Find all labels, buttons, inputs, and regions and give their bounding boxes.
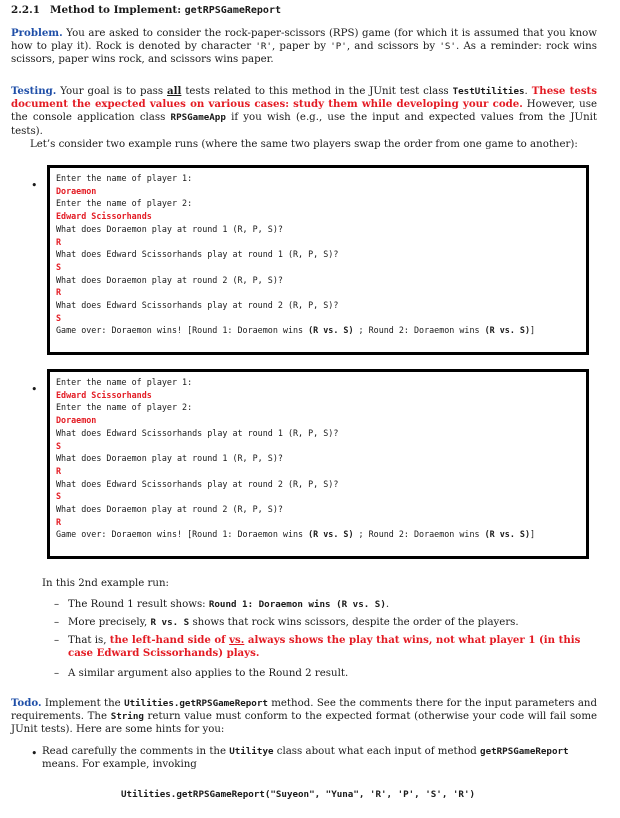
problem-paragraph: Problem. You are asked to consider the rock-paper-scissors (RPS) game (for which it is assumed that you know how to play it). Rock is denoted by character 'R', paper by 'P', and scissors by 'S'. As a reminder: rock wins scissors, paper wins rock, and scissors wins paper. [11, 27, 597, 66]
console-prompt-line: What does Doraemon play at round 2 (R, P, S)? [56, 274, 283, 285]
section-title-method: getRPSGameReport [184, 5, 281, 16]
console-input-line: R [56, 516, 62, 527]
section-title: Method to Implement: [49, 4, 185, 16]
console-prompt-line: What does Edward Scissorhands play at round 2 (R, P, S)? [56, 478, 339, 489]
console-run-2-result: Game over: Doraemon wins! [Round 1: Doraemon wins (R vs. S) ; Round 2: Doraemon wins (R vs. S)] [56, 529, 536, 540]
console-run-2 [47, 369, 589, 559]
section-number: 2.2.1 [11, 4, 40, 16]
second-run-item-2: – More precisely, R vs. S shows that rock wins scissors, despite the order of the players. [54, 617, 519, 628]
bullet-run-1: • [31, 179, 38, 192]
todo-bullet: • [31, 747, 38, 760]
todo-paragraph: Todo. Implement the Utilities.getRPSGameReport method. See the comments there for the input parameters and requirements. The String return value must conform to the expected format (otherwise your code will fail some JUnit tests). Here are some hints for you: [11, 697, 598, 736]
second-run-intro: In this 2nd example run: [42, 578, 169, 589]
console-run-1-lines [56, 172, 586, 324]
second-run-item-1: – The Round 1 result shows: Round 1: Doraemon wins (R vs. S). [54, 599, 390, 610]
console-input-line: Edward Scissorhands [56, 211, 152, 222]
console-input-line: Doraemon [56, 415, 97, 426]
example-invocation: Utilities.getRPSGameReport("Suyeon", "Yuna", 'R', 'P', 'S', 'R') [121, 789, 476, 800]
example-intro: Let’s consider two example runs (where the same two players swap the order from one game to another): [30, 138, 578, 150]
second-run-item-3: – That is, the left-hand side of vs. always shows the play that wins, not what player 1 (in this case Edward Scissorhands) plays. [54, 634, 581, 659]
console-prompt-line: What does Edward Scissorhands play at round 1 (R, P, S)? [56, 427, 339, 438]
console-input-line: S [56, 312, 62, 323]
console-input-line: R [56, 236, 62, 247]
console-input-line: R [56, 287, 62, 298]
console-run-1 [47, 165, 589, 355]
bullet-run-2: • [31, 383, 38, 396]
console-input-line: S [56, 261, 62, 272]
console-prompt-line: Enter the name of player 2: [56, 402, 193, 413]
section-heading [11, 4, 281, 16]
console-prompt-line: What does Doraemon play at round 1 (R, P, S)? [56, 453, 283, 464]
console-prompt-line: Enter the name of player 1: [56, 377, 193, 387]
console-input-line: Edward Scissorhands [56, 389, 152, 400]
console-run-1-result: Game over: Doraemon wins! [Round 1: Doraemon wins (R vs. S) ; Round 2: Doraemon wins (R vs. S)] [56, 325, 536, 336]
console-input-line: S [56, 491, 62, 502]
todo-label: Todo. [11, 697, 42, 709]
console-prompt-line: What does Edward Scissorhands play at round 1 (R, P, S)? [56, 249, 339, 260]
console-prompt-line: What does Doraemon play at round 2 (R, P, S)? [56, 504, 283, 515]
testing-emphasis: These tests document the expected values on various cases: study them while developing your code. [11, 85, 597, 111]
testing-paragraph: Testing. Your goal is to pass all tests related to this method in the JUnit test class TestUtilities. These tests document the expected values on various cases: study them while developing your code. However, use the console application class RPSGameApp if you wish (e.g., use the input and expected values from the JUnit tests). Let’s consider two example runs (where the same two players swap the order from one game to another): [11, 85, 598, 150]
console-prompt-line: What does Edward Scissorhands play at round 2 (R, P, S)? [56, 300, 339, 311]
console-run-2-lines [56, 376, 586, 528]
todo-hint-1: Read carefully the comments in the Utilitye class about what each input of method getRPSGameReport means. For example, invoking [42, 746, 569, 770]
console-prompt-line: What does Doraemon play at round 1 (R, P, S)? [56, 223, 283, 234]
testing-label: Testing. [11, 85, 57, 97]
second-run-item-4: – A similar argument also applies to the Round 2 result. [54, 668, 349, 679]
console-input-line: S [56, 440, 62, 451]
console-input-line: Doraemon [56, 185, 97, 196]
console-input-line: R [56, 465, 62, 476]
console-prompt-line: Enter the name of player 2: [56, 198, 193, 209]
console-prompt-line: Enter the name of player 1: [56, 173, 193, 183]
problem-label: Problem. [11, 27, 63, 39]
